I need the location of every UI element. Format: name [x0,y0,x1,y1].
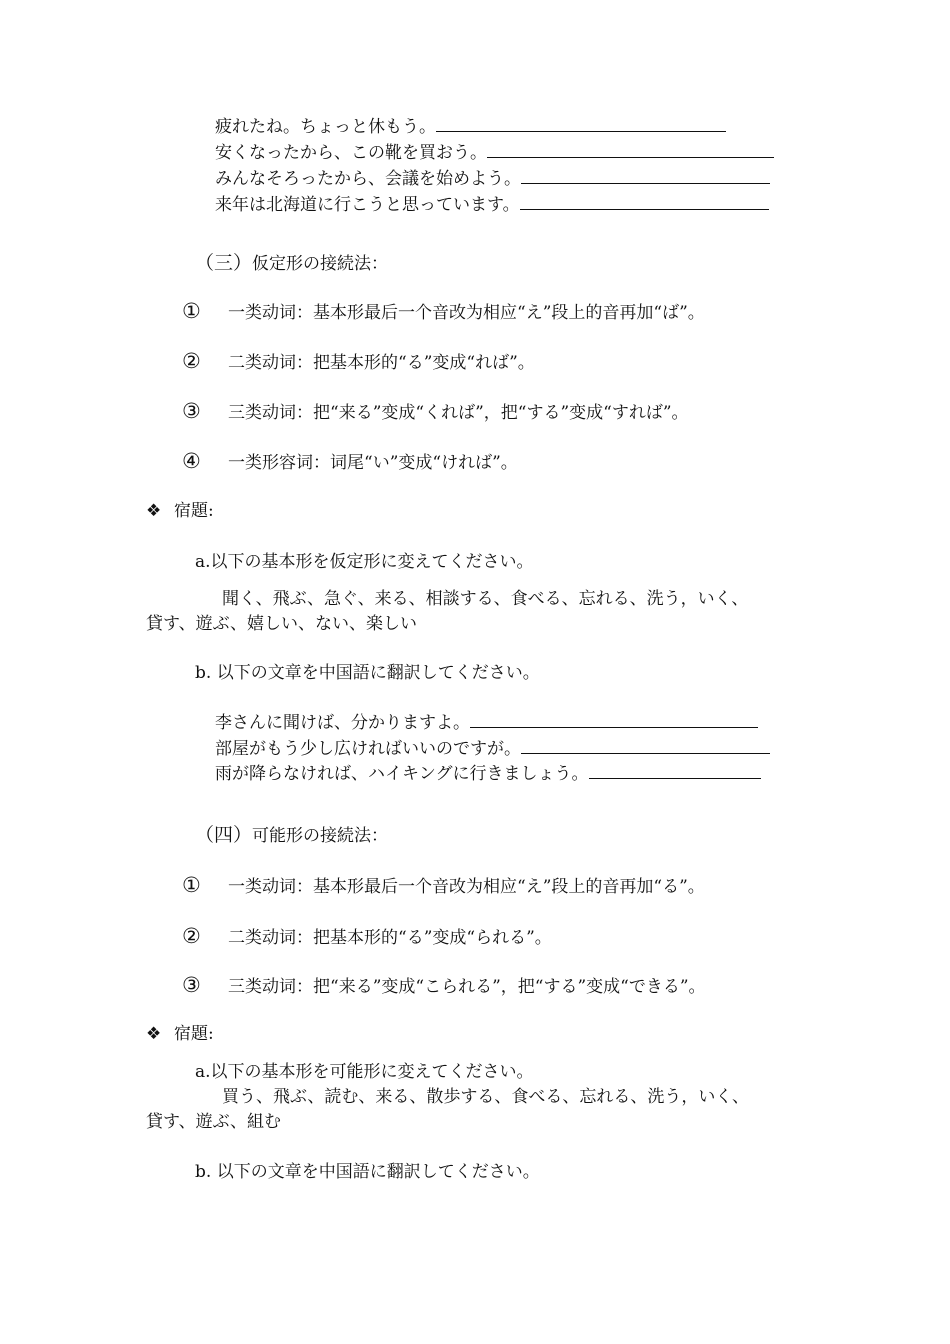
rule-marker: ① [182,299,201,323]
rule-item [182,974,706,998]
sentence-text: 李さんに聞けば、分かりますよ。 [215,713,470,733]
rule-marker: ① [182,873,201,897]
sentence-text: みんなそろったから、会議を始めよう。 [215,169,521,189]
homework-a-instruction: a.以下の基本形を仮定形に変えてください。 [195,552,534,572]
rule-item [182,400,689,424]
sentence-text: 部屋がもう少し広ければいいのですが。 [215,739,521,759]
sentence-text: 安くなったから、この靴を買おう。 [215,143,487,163]
sentence-row [215,194,769,216]
answer-blank[interactable] [521,169,770,184]
rule-item [182,300,705,324]
sentence-row [215,116,726,138]
homework-a-words: 貸す、遊ぶ、嬉しい、ない、楽しい [146,614,417,634]
answer-blank[interactable] [470,713,758,728]
rule-marker: ④ [182,449,201,473]
rule-marker: ③ [182,399,201,423]
rule-marker: ② [182,349,201,373]
rule-item [182,350,535,374]
rule-marker: ③ [182,973,201,997]
rule-text: 一类形容词：词尾“い”变成“ければ”。 [228,453,518,473]
section-heading [195,824,388,847]
homework-heading [146,1023,214,1045]
sentence-text: 来年は北海道に行こうと思っています。 [215,195,520,215]
diamond-bullet-icon: ❖ [146,1024,162,1044]
rule-text: 一类动词：基本形最后一个音改为相应“え”段上的音再加“ば”。 [228,303,705,323]
homework-label: 宿題: [174,1024,214,1044]
homework-heading [146,500,214,522]
section-number: （四） [195,824,253,846]
homework-a-words: 聞く、飛ぶ、急ぐ、来る、相談する、食べる、忘れる、洗う，いく、 [222,589,749,609]
homework-label: 宿題: [174,501,214,521]
homework-b-instruction: b. 以下の文章を中国語に翻訳してください。 [195,663,540,683]
answer-blank[interactable] [436,117,726,132]
answer-blank[interactable] [589,764,761,779]
rule-item [182,925,552,949]
sentence-text: 疲れたね。ちょっと休もう。 [215,117,436,137]
sentence-text: 雨が降らなければ、ハイキングに行きましょう。 [215,764,589,784]
sentence-row [215,712,758,734]
sentence-row [215,763,761,785]
answer-blank[interactable] [487,143,774,158]
homework-b-instruction: b. 以下の文章を中国語に翻訳してください。 [195,1162,540,1182]
sentence-row [215,168,770,190]
rule-marker: ② [182,924,201,948]
homework-a-words: 貸す、遊ぶ、組む [146,1112,281,1132]
sentence-row [215,142,774,164]
diamond-bullet-icon: ❖ [146,501,162,521]
answer-blank[interactable] [521,739,770,754]
section-title: 仮定形の接続法： [252,254,389,274]
sentence-row [215,738,770,760]
rule-text: 三类动词：把“来る”变成“くれば”，把“する”变成“すれば”。 [228,403,689,423]
rule-text: 一类动词：基本形最后一个音改为相应“え”段上的音再加“る”。 [228,877,705,897]
section-title: 可能形の接続法： [252,826,389,846]
rule-text: 三类动词：把“来る”变成“こられる”，把“する”变成“できる”。 [228,977,706,997]
rule-text: 二类动词：把基本形的“る”变成“られる”。 [228,928,552,948]
rule-text: 二类动词：把基本形的“る”变成“れば”。 [228,353,535,373]
section-number: （三） [195,252,253,274]
rule-item [182,874,705,898]
answer-blank[interactable] [520,195,769,210]
homework-a-words: 買う、飛ぶ、読む、来る、散歩する、食べる、忘れる、洗う，いく、 [222,1087,749,1107]
homework-a-instruction: a.以下の基本形を可能形に変えてください。 [195,1062,534,1082]
section-heading [195,252,388,275]
rule-item [182,450,518,474]
